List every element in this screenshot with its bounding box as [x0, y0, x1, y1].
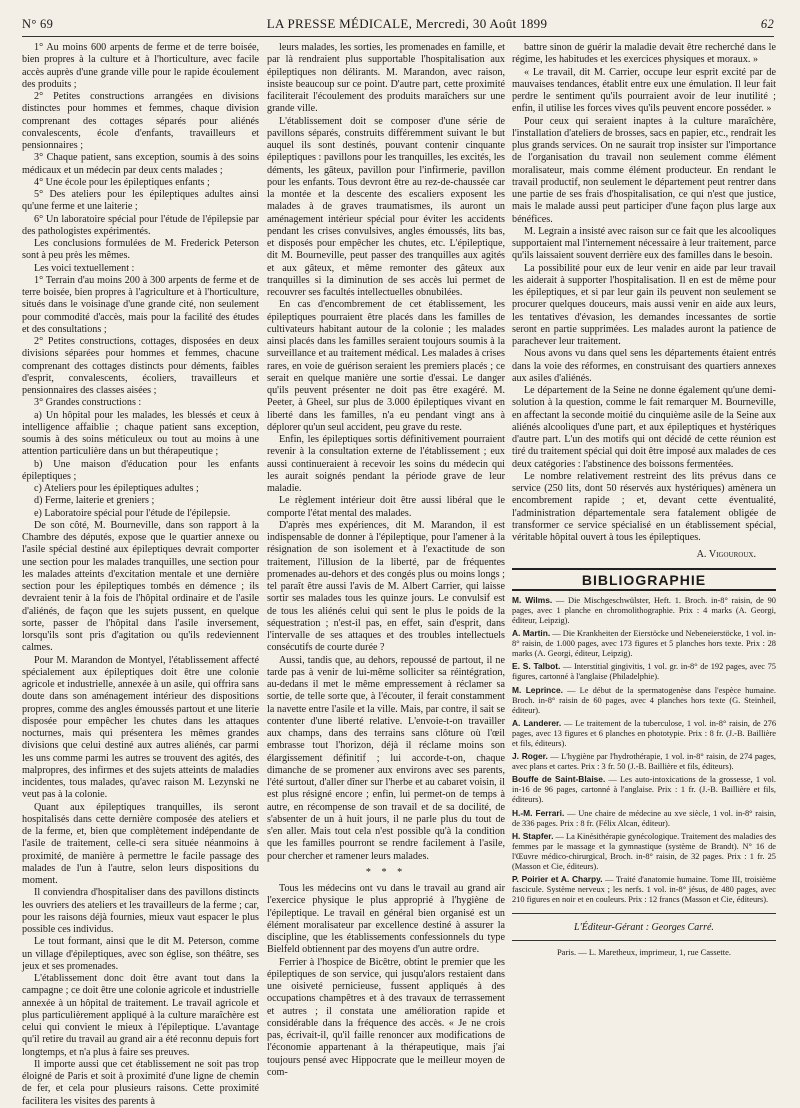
- column-2-text-bottom: [267, 883, 505, 1079]
- bibliography-author: Bouffe de Saint-Blaise.: [512, 774, 606, 785]
- paragraph: e) Laboratoire spécial pour l'étude de l'épilepsie.: [34, 507, 231, 519]
- column-2-text-top: [267, 42, 505, 863]
- bibliography-author: A. Martin.: [512, 628, 551, 639]
- paragraph: M. Legrain a insisté avec raison sur ce fait que les alcooliques supportaient mal l'internement nécessaire à leur traitement, parce qu'ils laissaient souvent derrière eux des familles dans le besoin.: [512, 225, 776, 262]
- paragraph: b) Une maison d'éducation pour les enfants épileptiques ;: [22, 458, 259, 482]
- bibliography-entry: [512, 751, 776, 772]
- column-1: [22, 42, 259, 1107]
- bibliography-entry: [512, 595, 776, 626]
- editor-line: [512, 913, 776, 934]
- paragraph: Le règlement intérieur doit être aussi libéral que le comporte l'état mental des malades.: [267, 495, 505, 519]
- paragraph: Il conviendra d'hospitaliser dans des pavillons distincts les ouvriers des ateliers et les travailleurs de la ferme ; car, pour les raisons déjà fournies, mieux vaut espacer le plus possible ces individus.: [22, 887, 259, 935]
- paragraph: Il importe aussi que cet établissement ne soit pas trop éloigné de Paris et soit à proximité d'une ligne de chemin de fer, et cela pour plusieurs raisons. Cette proximité facilitera les visites des parents à: [22, 1058, 259, 1107]
- page-header: [22, 14, 774, 34]
- bibliography-entry: [512, 774, 776, 805]
- column-3: [512, 42, 776, 1092]
- bibliography-reference: — Les auto-intoxications de la grossesse, 1 vol. in-16 de 96 pages, cartonné à l'anglaise. Prix : 1 fr. (J.-B. Baillière et fils, éditeurs).: [512, 775, 776, 805]
- journal-title: LA PRESSE MÉDICALE, Mercredi, 30 Août 1899: [266, 16, 548, 31]
- paragraph: 3° Chaque patient, sans exception, soumis à des soins médicaux et un médecin par deux cents malades ;: [22, 152, 259, 176]
- paragraph: d) Ferme, laiterie et greniers ;: [34, 495, 155, 507]
- paragraph: 3° Grandes constructions :: [34, 397, 142, 409]
- paragraph: Nous avons vu dans quel sens les départements étaient entrés dans la voie des réformes, en construisant des quartiers annexes aux asiles d'aliénés.: [512, 348, 776, 384]
- paragraph: 2° Petites constructions arrangées en divisions distinctes pour hommes et femmes, chaque division comprenant des cottages séparés pour aliénés convalescents, école d'enfants, travailleurs et pensionnaires ;: [22, 91, 259, 151]
- bibliography-entry: [512, 685, 776, 716]
- paragraph: 5° Des ateliers pour les épileptiques adultes ainsi qu'une ferme et une laiterie ;: [22, 189, 259, 213]
- paragraph: Tous les médecins ont vu dans le travail au grand air l'exercice physique le plus approprié à l'hygiène de l'épileptique. Le travail en général bien organisé est un élément moralisateur par excellence destiné à assurer la discipline, que les établissements confessionnels du type Bielfeld obtiennent par des moyens d'un autre ordre.: [267, 883, 505, 956]
- bibliography-reference: — Une chaire de médecine au xve siècle, 1 vol. in-8° raisin, de 336 pages. Prix : 8 fr. (Félix Alcan, éditeur).: [512, 808, 776, 828]
- bibliography-author: J. Roger.: [512, 751, 548, 762]
- bibliography-reference: — Traité d'anatomie humaine. Tome III, troisième fascicule. Système nerveux ; les nerfs. 1 vol. in-8° jésus, de 480 pages, avec 210 figures en noir et en couleurs. Prix : 12 francs (Masson et Cie, éditeurs).: [512, 875, 776, 905]
- paragraph: Enfin, les épileptiques sortis définitivement pourraient revenir à la consultation externe de l'établissement ; eux aussi continueraient à recevoir les soins du médecin qui les aurait soignés pendant la période grave de leur maladie.: [267, 434, 505, 494]
- paragraph: a) Un hôpital pour les malades, les blessés et ceux à intelligence affaiblie ; chaque patient sans exception, soumis à des soins méticuleux ou tout au moins à une attention particulière dans un but thérapeutique ;: [22, 409, 259, 458]
- paragraph: 4° Une école pour les épileptiques enfants ;: [34, 176, 210, 188]
- bibliography-reference: — Le début de la spermatogenèse dans l'espèce humaine. Broch. in-8° raisin de 60 pages, avec 4 planches hors texte (G. Steinheil, éditeur).: [512, 685, 776, 715]
- paragraph: 6° Un laboratoire spécial pour l'étude de l'épilepsie par des pathologistes expérimentés.: [22, 213, 259, 237]
- bibliography-author: H. Stapfer.: [512, 830, 554, 841]
- bibliography-reference: — Interstitial gingivitis, 1 vol. gr. in-8° de 192 pages, avec 75 figures, cartonné à l'anglaise (Philadelphie).: [512, 662, 776, 682]
- paragraph: leurs malades, les sorties, les promenades en famille, et par là rendraient plus supportable l'hospitalisation aux épileptiques non délirants. M. Marandon, avec raison, insiste beaucoup sur ce point. D'autre part, cette proximité faciliterait l'écoulement des produits maraîchers sur une grande ville.: [267, 42, 505, 115]
- bibliography-entry: [512, 661, 776, 682]
- bibliography-author: P. Poirier et A. Charpy.: [512, 874, 603, 885]
- bibliography-reference: — La Kinésithérapie gynécologique. Traitement des maladies des femmes par le massage et la gymnastique (système de Brandt). N° 16 de l'Œuvre médico-chirurgical, Broch. in-8° raisin, de 32 pages. Prix : 1 fr. 25 (Masson et Cie, éditeurs).: [512, 831, 777, 871]
- section-separator: * * *: [365, 866, 407, 878]
- paragraph: En cas d'encombrement de cet établissement, les épileptiques pourraient être placés dans les familles de cultivateurs habitant autour de la colonie ; les malades ainsi placés dans les familles seraient toujours soumis à la surveillance et au traitement médical. Les malades à crises rares, en voie de guérison seraient les premiers placés ; ce serait en quelque manière une sortie d'essai. Le danger qu'ils peuvent présenter ne doit pas être exagéré. M. Peeter, à Gheel, sur plus de 3.000 épileptiques vivant en liberté dans les familles, n'a eu pendant vingt ans à déplorer qu'un seul accident, peu grave du reste.: [267, 299, 505, 433]
- paragraph: c) Ateliers pour les épileptiques adultes ;: [34, 483, 199, 494]
- bibliography-entry: [512, 808, 776, 829]
- bibliography-reference: — Le traitement de la tuberculose, 1 vol. in-8° raisin, de 276 pages, avec 13 figures et 6 planches en phototypie. Prix : 8 fr. (J.-B. Baillière et fils, éditeurs).: [512, 718, 777, 748]
- column-1-text: [22, 42, 259, 1108]
- paragraph: L'établissement donc doit être avant tout dans la campagne ; ce doit être une colonie agricole et industrielle annexée à un hôpital de traitement. Le travail agricole et plus particulièrement appliqué à la culture maraîchère est celui qui convient le mieux à l'épileptique. L'avantage qu'il retire du travail au grand air a été reconnu depuis fort longtemps, et n'a plus à faire ses preuves.: [22, 973, 259, 1058]
- issue-number: N° 69: [22, 16, 54, 31]
- paragraph: battre sinon de guérir la maladie devait être recherché dans le régime, les habitudes et les exercices physiques et moraux. »: [512, 42, 776, 66]
- paragraph: Les voici textuellement :: [34, 262, 135, 274]
- paragraph: Aussi, tandis que, au dehors, repoussé de partout, il ne tarde pas à venir de lui-même solliciter sa réintégration, au-dedans il met le même empressement à réclamer sa sortie, de telle sorte que, à l'écouter, il ferait constamment la navette entre l'asile et la ville. Mais, par contre, il sait se contenter d'une liberté relative. L'envoie-t-on travailler aux champs, dans des terrains sans clôture où l'œil embrasse tout l'horizon, déjà il réclame moins son élargissement définitif ; lui accorde-t-on, chaque dimanche de se promener aux environs avec ses parents, l'été surtout, d'aller dîner sur l'herbe et au cabaret voisin, il est plus résigné encore ; enfin, lui permet-on de temps à autre, en récompense de son travail et de sa docilité, de s'absenter de un à huit jours, il ne parle plus du tout de s'en aller. Mais tout cela n'est possible qu'à la condition que les familles pourront se rendre facilement à l'asile, pour chercher et ramener leurs malades.: [267, 654, 505, 862]
- paragraph: L'établissement doit se composer d'une série de pavillons séparés, construits différemment suivant le but auquel ils sont destinés, pouvant contenir cinquante épileptiques : pavillons pour les tranquilles, les excités, les déments, les gâteux, pavillon pour l'infirmerie, pavillon pour les enfants. Tous devront être au rez-de-chaussée car la montée et la descente des escaliers exposent les malades à de graves traumatismes, ils auront un aménagement intérieur spécial pour éviter les accidents pendant les crises convulsives, angles émoussés, lits bas, et disposés pour empêcher les chutes, etc. L'épileptique, dit M. Bourneville, peut passer des tranquilles aux agités et aux gâteux, et même remonter des gâteux aux tranquilles si la diminution de ses accès lui permet de recouvrer ses facultés intellectuelles obnubilées.: [267, 115, 505, 298]
- column-3-text: [512, 42, 776, 544]
- bibliography-reference: — L'hygiène par l'hydrothérapie, 1 vol. in-8° raisin, de 274 pages, avec plans et cartes. Prix : 3 fr. 50 (J.-B. Baillière et fils, éditeurs).: [512, 752, 777, 772]
- bibliography-entry: [512, 628, 776, 659]
- paragraph: Pour ceux qui seraient inaptes à la culture maraîchère, l'installation d'ateliers de brosses, sacs en papier, etc., rendrait les plus grands services. On ne saurait trop insister sur l'importance de l'organisation du travail non seulement comme élément moralisateur, mais comme élément producteur. En rendant le travail productif, non seulement le département peut rentrer dans une partie de ses frais d'hospitalisation, ce qui n'est que justice, mais le malade aussi peut participer d'une façon plus large aux bénéfices.: [512, 115, 776, 225]
- bibliography-author: E. S. Talbot.: [512, 661, 561, 672]
- bibliography-list: [512, 595, 776, 906]
- page-number: 62: [760, 16, 774, 31]
- paragraph: 1° Au moins 600 arpents de ferme et de terre boisée, bien propres à la culture et à l'horticulture, avec facile accès auprès d'une grande ville pour le rapide écoulement des produits ;: [22, 42, 259, 90]
- bibliography-entry: [512, 874, 776, 905]
- bibliography-heading: BIBLIOGRAPHIE: [512, 568, 776, 591]
- paragraph: Pour M. Marandon de Montyel, l'établissement affecté spécialement aux épileptiques doit être une colonie agricole et industrielle, annexée à un asile, qui offrira sans doute dans son aménagement intérieur des dispositions propres, comme des angles émoussés partout et une literie disposée pour empêcher les chutes dans les attaques nocturnes, mais qui présentera les mêmes grandes divisions que celui destiné aux autres aliénés, car parmi les uns comme parmi les autres se trouvent des agités, des malpropres, des infirmes et des sujets atteints de maladies incidentes, tous malades, qu'avec raison M. Lezynski ne veut pas à la colonie.: [22, 654, 259, 801]
- paragraph: Le département de la Seine ne donne également qu'une demi-solution à la question, comme le fait remarquer M. Bourneville, en affectant la seconde moitié du cinquième asile de la Seine aux aliénés alcooliques d'une part, et aux épileptiques et hystériques d'autre part. L'un des motifs qui ont décidé de cette réunion est tiré du traitement spécial qui doit être imposé aux malades de ces deux catégories : l'abstinence des boissons fermentées.: [512, 385, 777, 470]
- bibliography-author: M. Wilms.: [512, 594, 553, 605]
- bibliography-entry: [512, 831, 776, 872]
- paragraph: Ferrier à l'hospice de Bicêtre, obtint le premier que les épileptiques de son service, qui jusqu'alors restaient dans une oisiveté pernicieuse, fussent appliqués à des occupations champêtres et à des travaux de terrassement et autres ; il constata une amélioration rapide et considérable dans la fréquence des accès. « Je ne crois pas, écrivait-il, qu'il faille renoncer aux modifications de l'économie appartenant à la thérapeutique, mais j'ai toujours pensé avec Hippocrate que le meilleur moyen de com-: [267, 956, 505, 1078]
- paragraph: Le tout formant, ainsi que le dit M. Peterson, comme un village d'épileptiques, avec son église, son théâtre, ses jeux et ses promenades.: [22, 936, 259, 972]
- header-rule: [22, 36, 774, 37]
- bibliography-author: A. Landerer.: [512, 717, 562, 728]
- bibliography-entry: [512, 718, 776, 749]
- printer-line: Paris. — L. Maretheux, imprimeur, 1, rue Cassette.: [512, 940, 776, 958]
- paragraph: « Le travail, dit M. Carrier, occupe leur esprit excité par de mauvaises tendances, établit entre eux une émulation. Il leur fait perdre le sentiment qu'ils pourraient avoir de leur inutilité ; enfin, il utilise les forces vives qu'ils peuvent encore posséder. »: [512, 66, 776, 115]
- paragraph: Les conclusions formulées de M. Frederick Peterson sont à peu près les mêmes.: [22, 238, 259, 262]
- bibliography-author: M. Leprince.: [512, 684, 563, 695]
- bibliography-reference: — Die Mischgeschwülster, Heft. 1. Broch. in-8° raisin, de 90 pages, avec 1 planche en chromolithographie. Prix : 4 marks (A. Georgi, éditeur, Leipzig).: [512, 595, 776, 625]
- paragraph: Le nombre relativement restreint des lits prévus dans ce service (250 lits, dont 50 réservés aux hystériques) amènera un encombrement rapide ; et, devant cette éventualité, l'administration départementale sera fatalement obligée de transformer ce service spécialisé en un établissement spécial, véritable hôpital ouvert à tous les épileptiques.: [512, 470, 776, 543]
- editor-text: L'Éditeur-Gérant : Georges Carré.: [574, 922, 714, 934]
- column-2: [267, 42, 505, 1092]
- bibliography-author: H.-M. Ferrari.: [512, 807, 565, 818]
- paragraph: 1° Terrain d'au moins 200 à 300 arpents de ferme et de terre boisée, bien propres à l'agriculture et à l'horticulture, situés dans le voisinage d'une grande cité, non seulement pour commodité d'accès, mais pour la facilité des études et des consultations ;: [22, 274, 259, 335]
- paragraph: Quant aux épileptiques tranquilles, ils seront hospitalisés dans cette dernière composée des ateliers et de la ferme, et, bien que complètement indépendante de l'asile de traitement, celle-ci sera située néanmoins à proximité, de manière à permettre le facile passage des malades de l'un à l'autre, selon leurs dispositions du moment.: [22, 801, 259, 886]
- paragraph: La possibilité pour eux de leur venir en aide par leur travail les aiderait à supporter l'hospitalisation. Il en est de même pour les épileptiques, et si par leur gain ils peuvent non seulement se procurer quelques douceurs, mais aussi venir en aide aux leurs, les tentatives d'évasion, les demandes incessantes de sortie seront en partie supprimées. Les malades auront la patience de parachever leur traitement.: [512, 262, 776, 347]
- article-signature: A. Vigouroux.: [696, 549, 756, 561]
- bibliography-reference: — Die Krankheiten der Eierstöcke und Nebeneierstöcke, 1 vol. in-8° raisin, de 1.000 pages, avec 173 figures et 5 planches hors texte. Prix : 28 marks (A. Georgi, éditeur, Leipzig).: [512, 629, 776, 659]
- paragraph: De son côté, M. Bourneville, dans son rapport à la Chambre des députés, expose que le quartier annexe ou l'asile spécial destiné aux épileptiques devrait comporter une section pour les malades tranquilles, une section pour les malades atteints d'excitation mentale et une dernière section pour les épileptiques tombés en démence ; ils devraient tenir à la fois de l'hôpital ordinaire et de l'asile d'aliénés, de façon que les sujets pussent, en quelque sorte, passer de l'hôpital dans l'asile inversement, lorsqu'ils sont pris d'agitation ou qu'ils redeviennent calmes.: [22, 519, 259, 654]
- paragraph: 2° Petites constructions, cottages, disposées en deux divisions séparées pour hommes et femmes, chacune comprenant des cottages distincts pour déments, faibles d'esprit, convalescents, écoliers, travailleurs et pensionnaires des classes aisées ;: [22, 336, 259, 396]
- paragraph: D'après mes expériences, dit M. Marandon, il est indispensable de donner à l'épileptique, pour l'amener à la résignation de son isolement et à l'exactitude de son traitement, l'illusion de la liberté, par de fréquentes promenades au-dehors et des congés plus ou moins longs ; tel paraît être aussi l'avis de M. Albert Carrier, qui laisse sortir ses malades tous les quinze jours. Le convulsif est de tous les aliénés celui qui sent le plus le poids de la séquestration ; n'est-il pas, en effet, sain d'esprit, dans l'intervalle de ses attaques et des troubles intellectuels consécutifs de courte durée ?: [267, 519, 505, 654]
